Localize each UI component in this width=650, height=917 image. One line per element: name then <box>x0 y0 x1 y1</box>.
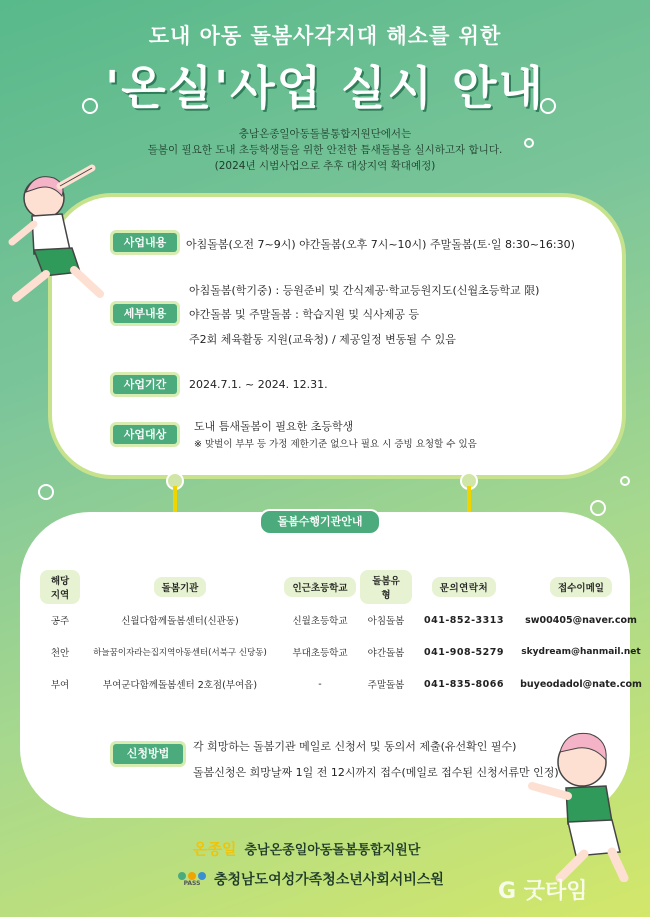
onjongil-logo-icon: 온종일 <box>193 840 237 858</box>
header-cell: 돌봄기관 <box>80 570 280 604</box>
business-text: 아침돌봄(오전 7~9시) 야간돌봄(오후 7시~10시) 주말돌봄(토·일 8:30~16:30) <box>186 238 575 251</box>
target-label: 사업대상 <box>113 425 177 444</box>
intro-line: 돌봄이 필요한 도내 초등학생들을 위한 안전한 틈새돌봄을 실시하고자 합니다. <box>147 144 503 156</box>
business-label: 사업내용 <box>113 233 177 252</box>
details-line: 주2회 체육활동 지원(교육청) / 제공일정 변동될 수 있음 <box>189 333 456 346</box>
school-cell: - <box>318 678 322 690</box>
table-row <box>40 604 646 636</box>
type-cell: 주말돌봄 <box>367 680 405 691</box>
header-cell: 문의연락처 <box>412 570 516 604</box>
center-cell: 하늘꿈이자라는집지역아동센터(서북구 신당동) <box>93 648 267 658</box>
region-cell: 공주 <box>50 616 70 627</box>
center-cell: 신월다함께돌봄센터(신관동) <box>121 616 239 627</box>
email-cell: sw00405@naver.com <box>525 614 637 626</box>
region-cell: 부여 <box>50 680 70 691</box>
agency-title: 돌봄수행기관안내 <box>259 509 381 535</box>
email-cell: buyeodadol@nate.com <box>520 678 642 690</box>
header-cell: 접수이메일 <box>516 570 646 604</box>
target-note: ※ 맞벌이 부부 등 가정 제한기준 없으나 필요 시 증빙 요청할 수 있음 <box>194 439 477 450</box>
child-illustration-right <box>520 712 640 882</box>
details-line: 아침돌봄(학기중) : 등원준비 및 간식제공·학교등원지도(신월초등학교 限) <box>189 284 540 297</box>
type-cell: 아침돌봄 <box>367 616 405 627</box>
email-cell: skydream@hanmail.net <box>521 647 641 657</box>
decor-circle <box>590 500 606 516</box>
period-text: 2024.7.1. ~ 2024. 12.31. <box>189 378 328 391</box>
page-title: '온실'사업 실시 안내 <box>105 61 545 115</box>
school-cell: 신월초등학교 <box>292 616 348 627</box>
details-line: 야간돌봄 및 주말돌봄 : 학습지원 및 식사제공 등 <box>189 308 420 321</box>
page-subtitle: 도내 아동 돌봄사각지대 해소를 위한 <box>148 24 502 48</box>
org-name-1: 충남온종일아동돌봄통합지원단 <box>244 843 421 858</box>
org-name-2: 충청남도여성가족청소년사회서비스원 <box>214 872 444 888</box>
center-cell: 부여군다함께돌봄센터 2호점(부여읍) <box>102 680 258 691</box>
intro-line: (2024년 시범사업으로 추후 대상지역 확대예정) <box>214 160 436 172</box>
phone-cell: 041-835-8066 <box>424 678 504 690</box>
decor-circle <box>620 476 630 486</box>
agency-table <box>40 570 646 700</box>
header-cell: 돌봄유형 <box>360 570 412 604</box>
watermark: G 굿타임 <box>498 879 588 904</box>
type-cell: 야간돌봄 <box>367 648 405 659</box>
phone-cell: 041-852-3313 <box>424 614 504 626</box>
apply-line: 돌봄신청은 희망날짜 1일 전 12시까지 접수(메일로 접수된 신청서류만 인정) <box>193 766 559 779</box>
header-cell: 해당지역 <box>40 570 80 604</box>
intro-line: 충남온종일아동돌봄통합지원단에서는 <box>238 128 412 140</box>
details-label: 세부내용 <box>113 304 177 323</box>
period-label: 사업기간 <box>113 375 177 394</box>
phone-cell: 041-908-5279 <box>424 646 504 658</box>
apply-label: 신청방법 <box>113 744 183 764</box>
region-cell: 천안 <box>50 648 70 659</box>
school-cell: 부대초등학교 <box>292 648 348 659</box>
decor-circle <box>38 484 54 500</box>
footer-logo-1 <box>193 838 420 859</box>
target-text: 도내 틈새돌봄이 필요한 초등학생 <box>194 420 354 433</box>
child-illustration-left <box>4 158 114 308</box>
apply-line: 각 희망하는 돌봄기관 메일로 신청서 및 동의서 제출(유선확인 필수) <box>193 740 517 753</box>
header-cell: 인근초등학교 <box>280 570 360 604</box>
table-header-row <box>40 570 646 604</box>
footer-logo-2 <box>178 869 444 889</box>
pass-logo-icon: PASS <box>178 872 206 887</box>
table-row <box>40 668 646 700</box>
table-row <box>40 636 646 668</box>
